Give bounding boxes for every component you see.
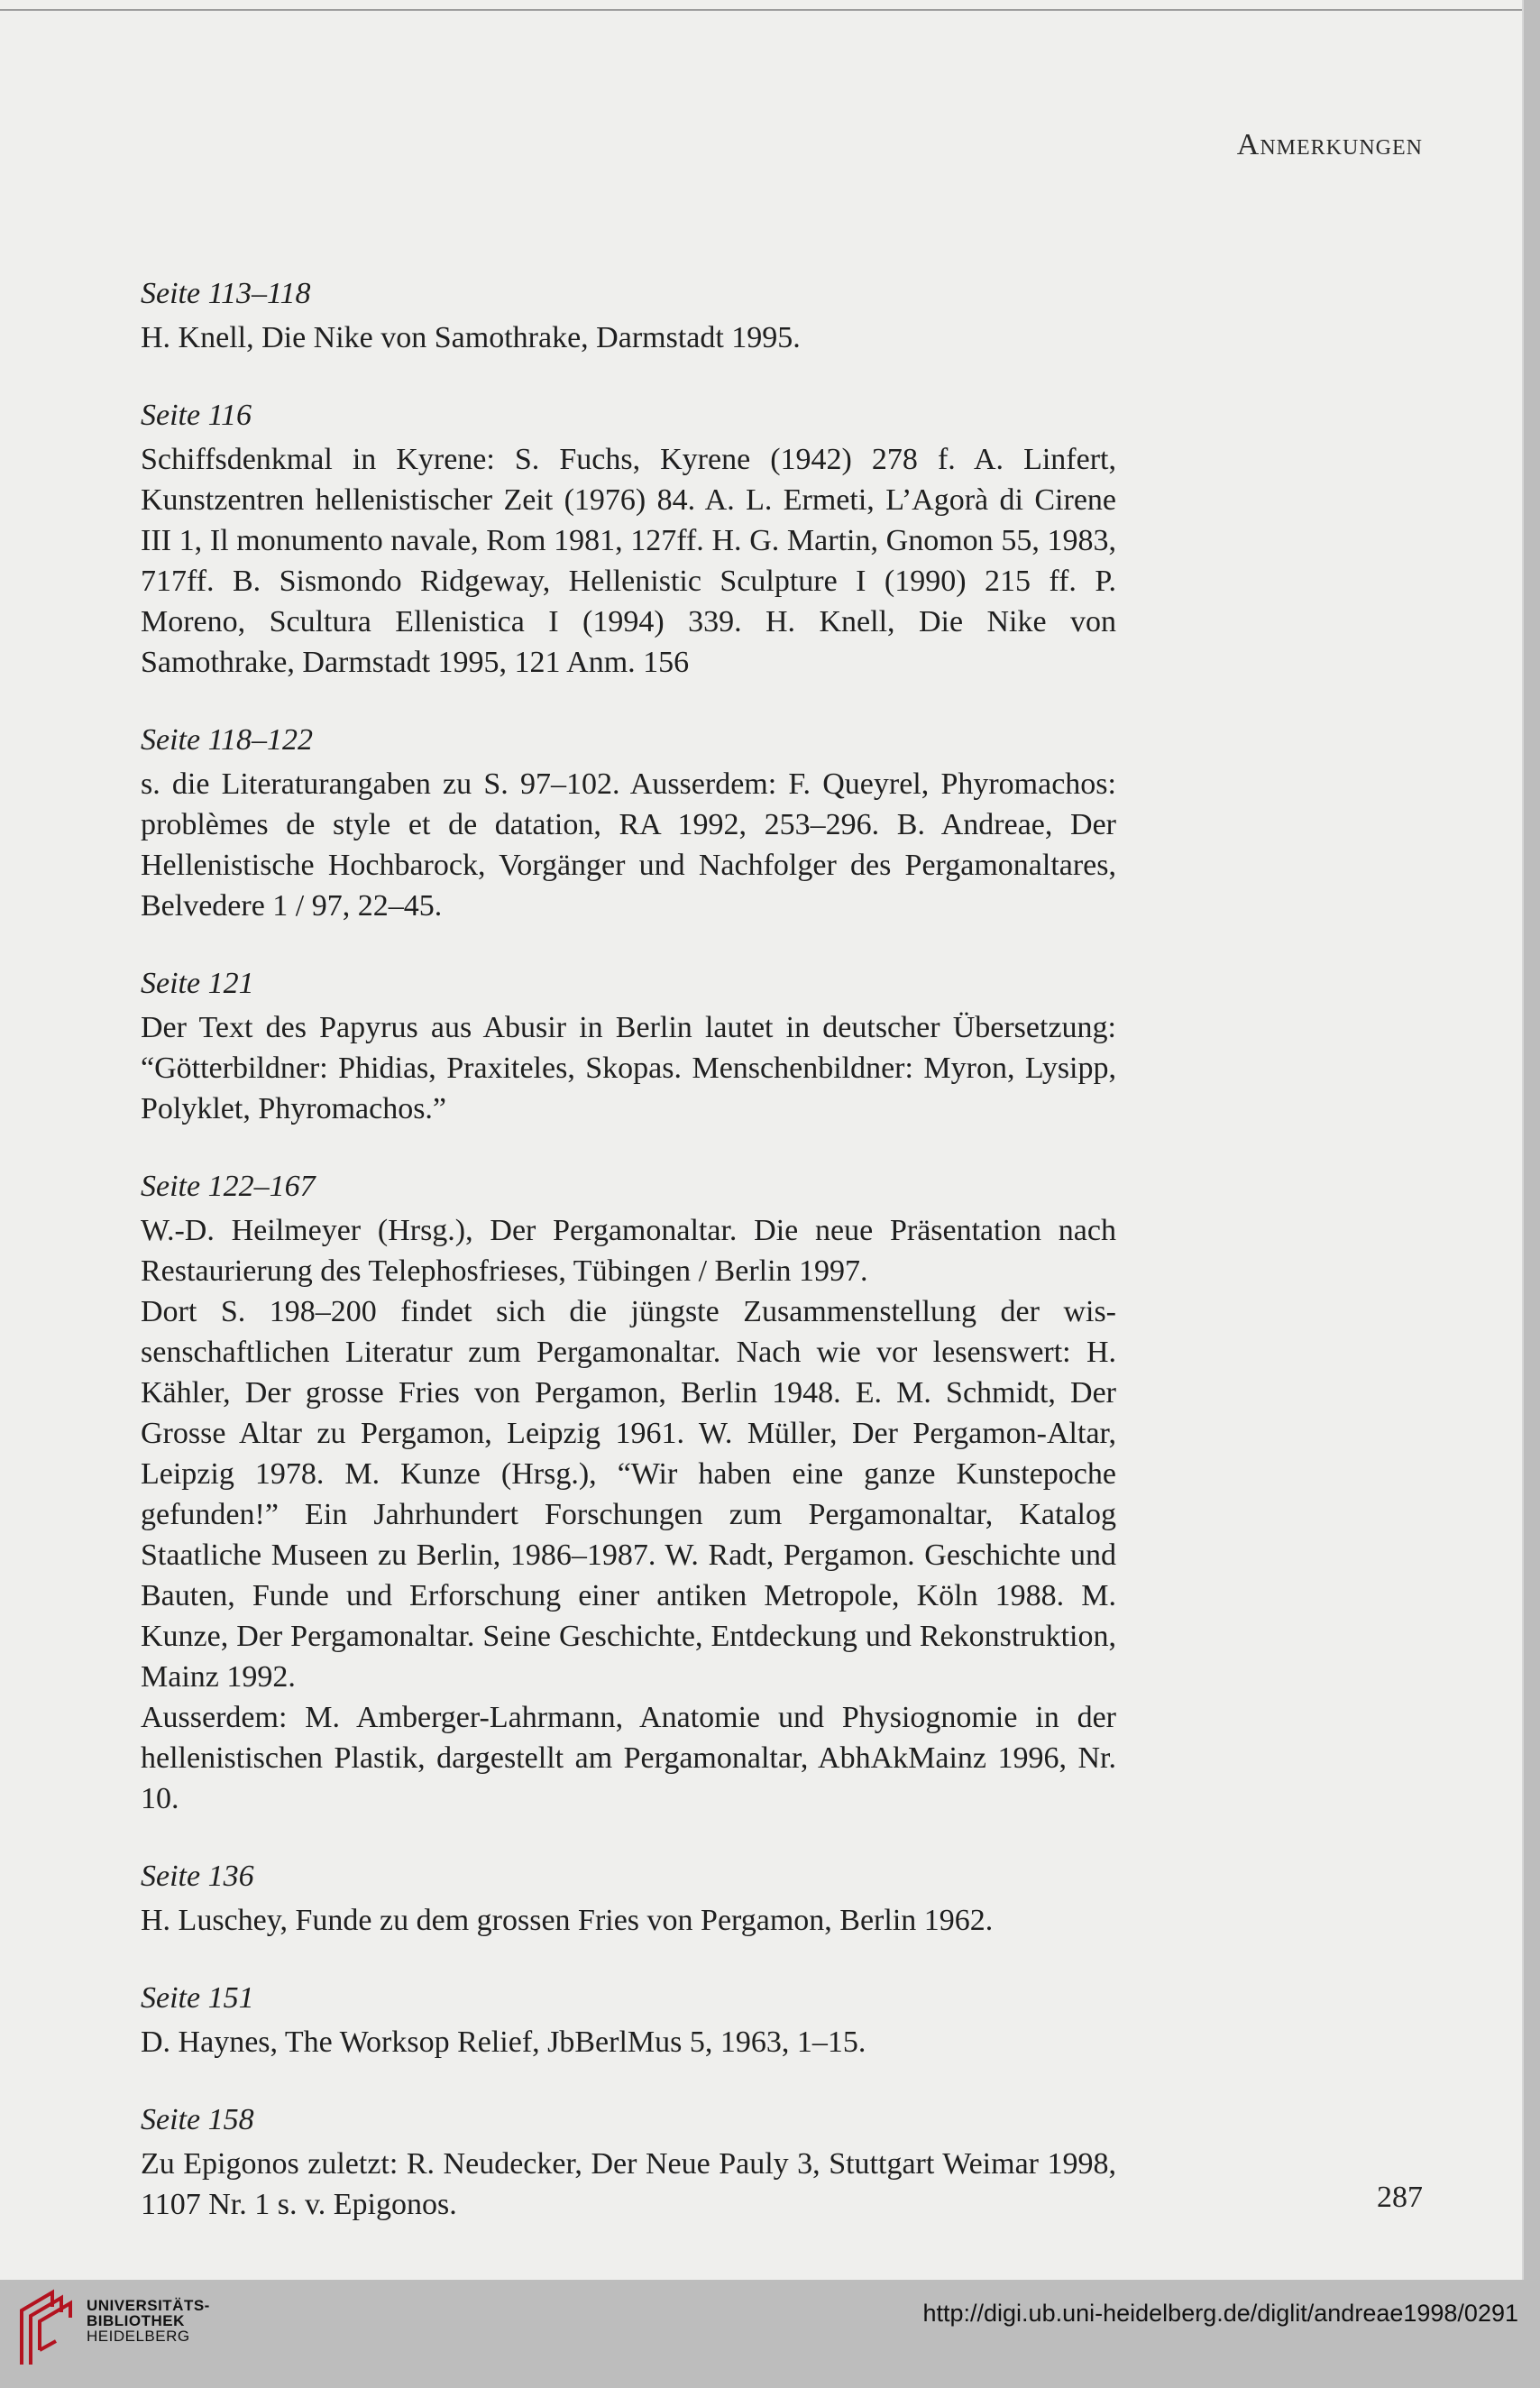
note-section [141, 717, 1116, 926]
page-edge [1522, 0, 1524, 2280]
section-text: s. die Literaturangaben zu S. 97–102. Ausserdem: F. Queyrel, Phyromachos: problèmes de style et de datation, RA 1992, 253–296. B. Andreae, Der Hellenistische Hochbarock, Vorgänger und Nachfolger des Pergamonaltares, Belvedere 1 / 97, 22–45. [141, 767, 1116, 923]
section-heading: Seite 151 [141, 1981, 254, 2015]
section-text: Zu Epigonos zuletzt: R. Neudecker, Der Neue Pauly 3, Stuttgart Weimar 1998, 1107 Nr. 1 s. v. Epigonos. [141, 2147, 1116, 2221]
section-text: H. Knell, Die Nike von Samothrake, Darmstadt 1995. [141, 321, 801, 354]
library-name-line: BIBLIOTHEK [87, 2312, 185, 2329]
note-section [141, 271, 1116, 358]
section-heading: Seite 118–122 [141, 723, 314, 757]
section-text: Der Text des Papyrus aus Abusir in Berlin lautet in deutscher Übersetzung: “Götterbildner: Phidias, Praxiteles, Skopas. Menschenbildner: Myron, Lysipp, Polyklet, Phyromachos.” [141, 1011, 1116, 1125]
section-paragraph: W.-D. Heilmeyer (Hrsg.), Der Pergamonaltar. Die neue Präsentation nach Restaurierung des Telephosfrieses, Tübingen / Berlin 1997. [141, 1214, 1116, 1288]
section-heading: Seite 113–118 [141, 277, 311, 310]
note-section [141, 392, 1116, 683]
library-name [87, 2298, 210, 2344]
section-heading: Seite 158 [141, 2103, 254, 2136]
source-url-link[interactable]: http://digi.ub.uni-heidelberg.de/diglit/andreae1998/0291 [922, 2300, 1518, 2327]
note-section [141, 1975, 1116, 2062]
running-head: Anmerkungen [1236, 128, 1423, 161]
section-heading: Seite 121 [141, 967, 254, 1000]
library-name-line: UNIVERSITÄTS- [87, 2297, 210, 2314]
library-city: HEIDELBERG [87, 2328, 190, 2345]
library-logo-icon [16, 2287, 79, 2370]
note-section [141, 2097, 1116, 2225]
section-heading: Seite 136 [141, 1860, 254, 1893]
page-number: 287 [1377, 2181, 1423, 2214]
section-paragraph: Dort S. 198–200 findet sich die jüngste Zusammenstellung der wissenschaftlichen Literatur zum Pergamonaltar. Nach wie vor lesenswert: H. Kähler, Der grosse Fries von Pergamon, Berlin 1948. E. M. Schmidt, Der Grosse Altar zu Pergamon, Leipzig 1961. W. Müller, Der Pergamon-Altar, Leipzig 1978. M. Kunze (Hrsg.), “Wir haben eine ganze Kunstepoche gefunden!” Ein Jahrhundert Forschungen zum Pergamonaltar, Katalog Staatliche Museen zu Berlin, 1986–1987. W. Radt, Pergamon. Geschichte und Bauten, Funde und Erforschung einer antiken Metropole, Köln 1988. M. Kunze, Der Pergamonaltar. Seine Geschichte, Entdeckung und Rekonstruktion, Mainz 1992. [141, 1295, 1116, 1694]
note-section [141, 960, 1116, 1129]
note-section [141, 1163, 1116, 1819]
section-paragraph: Ausserdem: M. Amberger-Lahrmann, Anatomie und Physiognomie in der hellenistischen Plastik, dargestellt am Pergamonaltar, AbhAkMainz 1996, Nr. 10. [141, 1701, 1116, 1815]
section-heading: Seite 122–167 [141, 1170, 316, 1203]
note-section [141, 1853, 1116, 1941]
section-text: H. Luschey, Funde zu dem grossen Fries von Pergamon, Berlin 1962. [141, 1904, 994, 1937]
section-heading: Seite 116 [141, 399, 252, 432]
notes-content [141, 271, 1116, 2259]
digitization-footer [0, 2280, 1540, 2388]
top-rule [0, 9, 1524, 11]
section-text: Schiffsdenkmal in Kyrene: S. Fuchs, Kyrene (1942) 278 f. A. Linfert, Kunstzentren hellenistischer Zeit (1976) 84. A. L. Ermeti, L’Agorà di Cirene III 1, Il monumento navale, Rom 1981, 127ff. H. G. Martin, Gnomon 55, 1983, 717ff. B. Sismondo Ridgeway, Hellenistic Sculpture I (1990) 215 ff. P. Moreno, Scultura Ellenistica I (1994) 339. H. Knell, Die Nike von Samothrake, Darmstadt 1995, 121 Anm. 156 [141, 443, 1116, 679]
section-text: D. Haynes, The Worksop Relief, JbBerlMus 5, 1963, 1–15. [141, 2025, 866, 2059]
